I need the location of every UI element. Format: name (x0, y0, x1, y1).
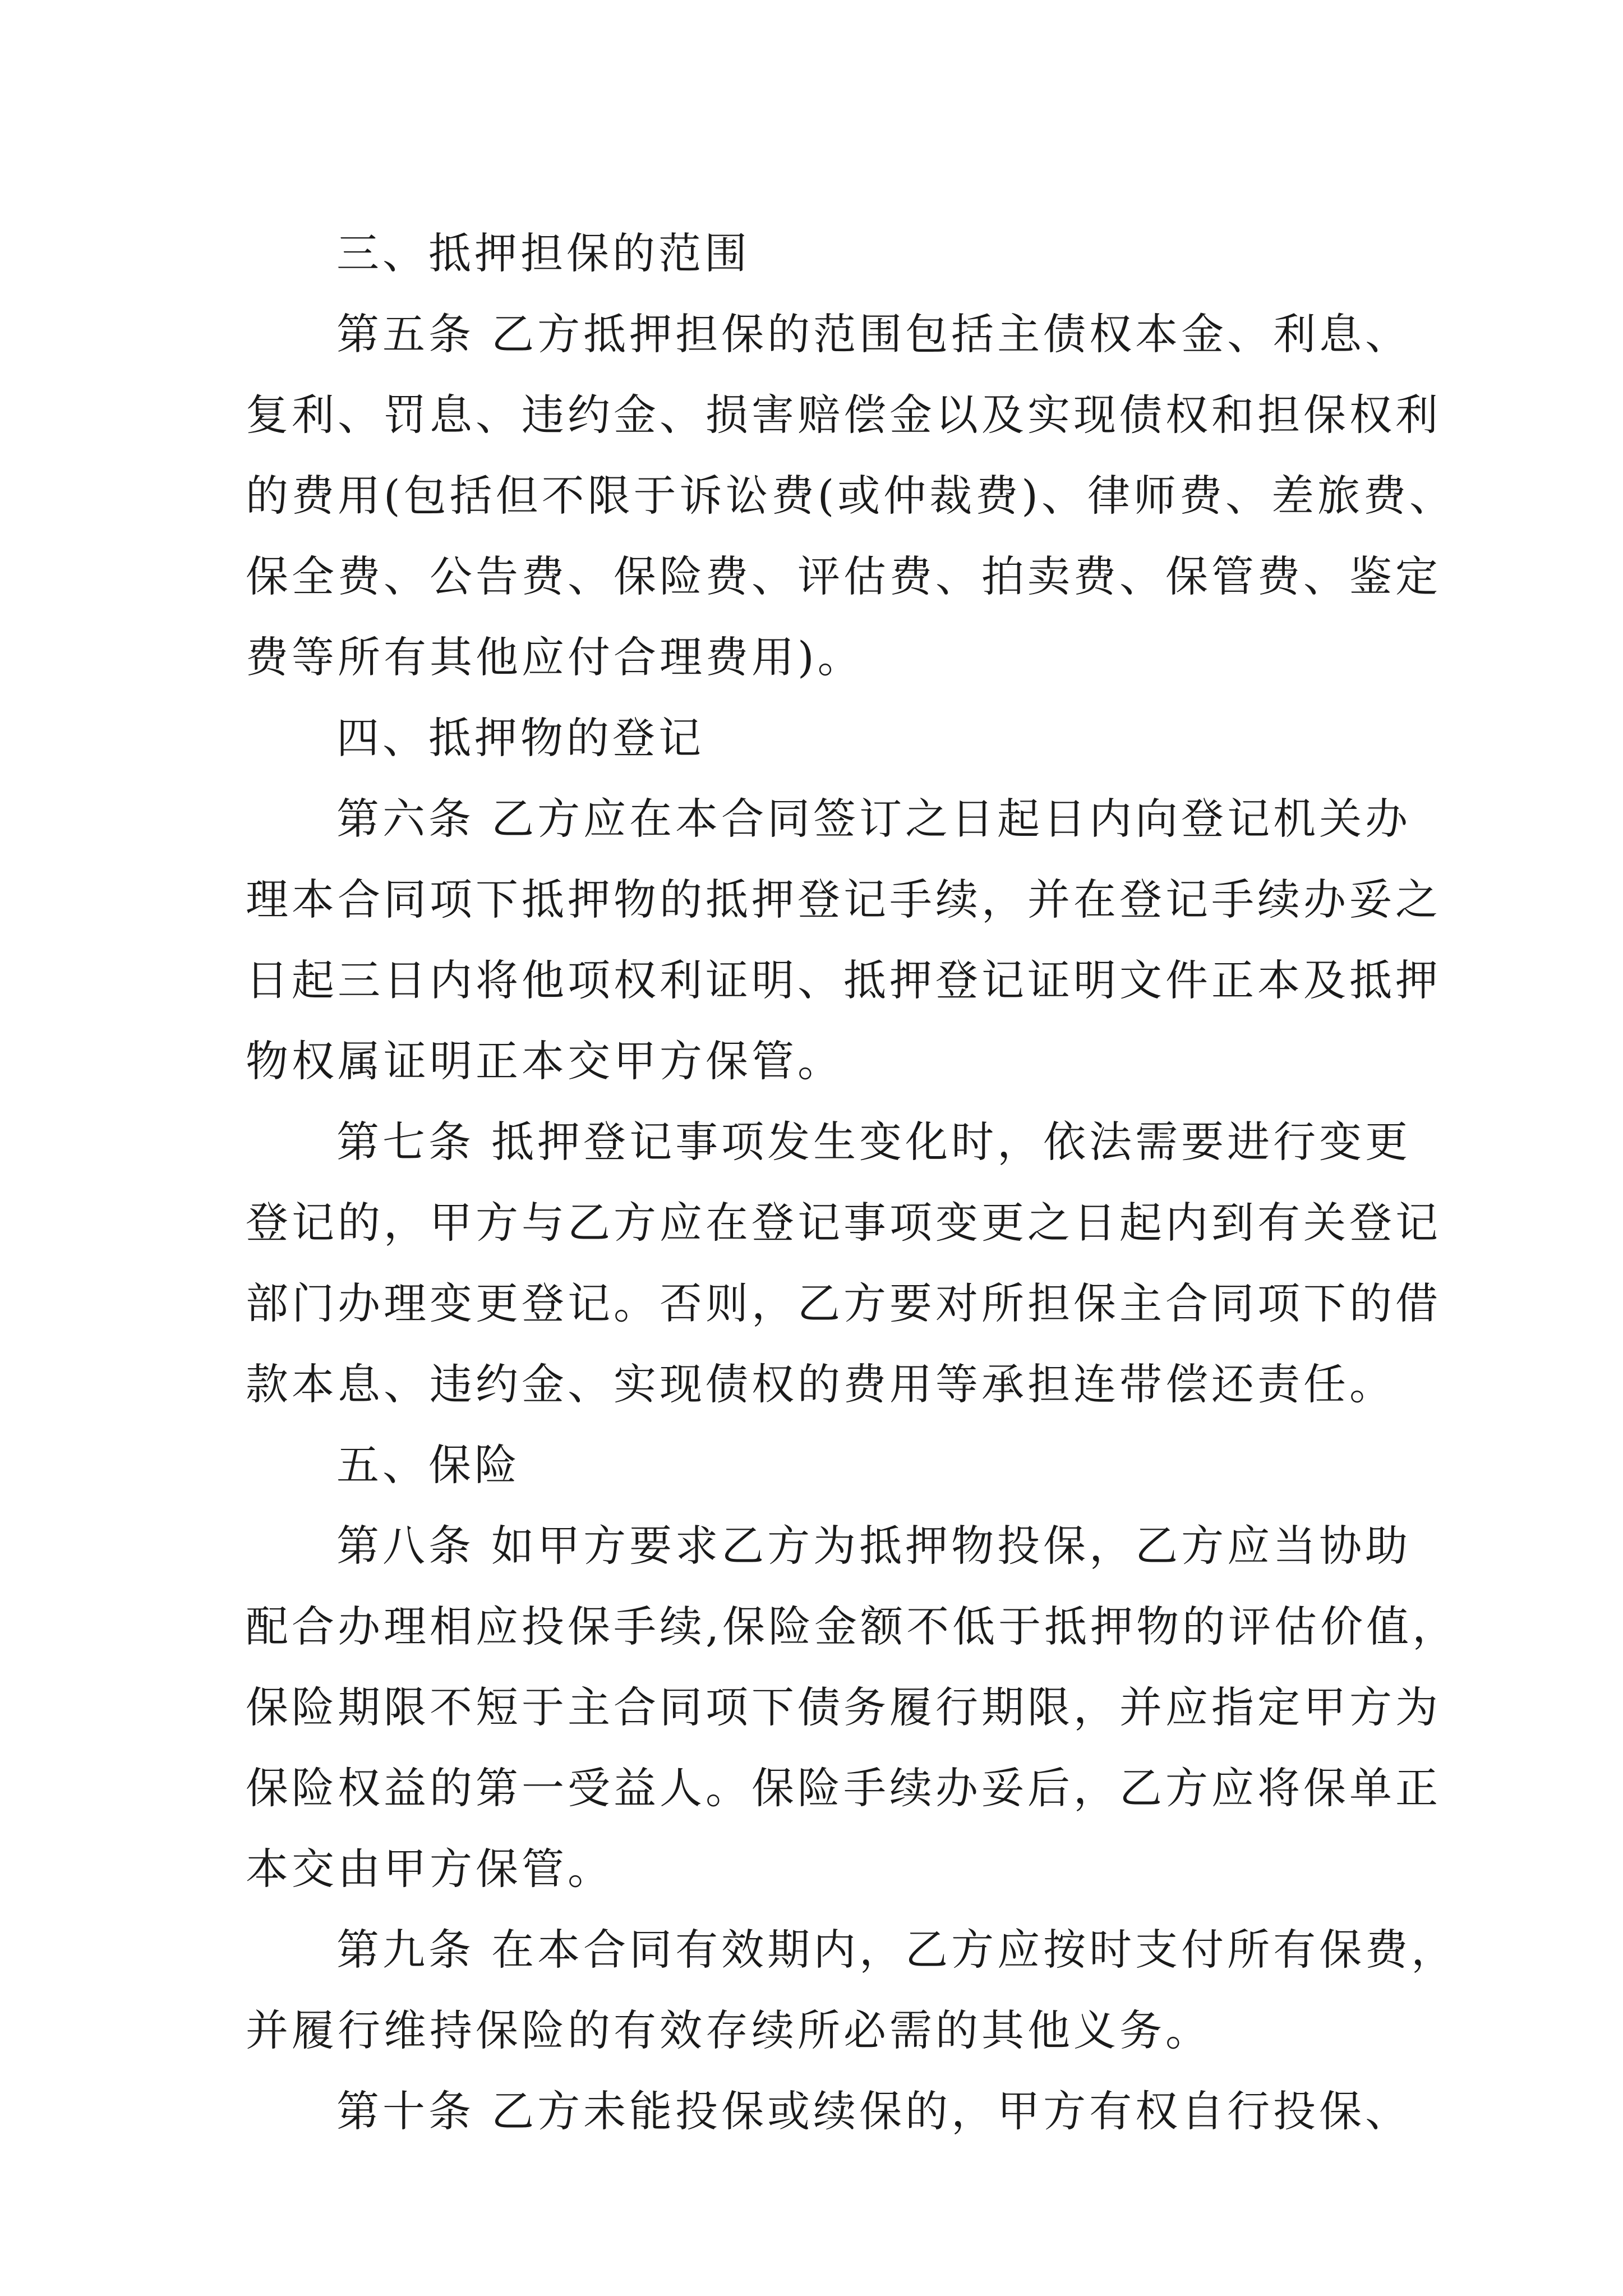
paragraph-line: 登记的，甲方与乙方应在登记事项变更之日起内到有关登记 (246, 1198, 1441, 1248)
paragraph-line: 并履行维持保险的有效存续所必需的其他义务。 (246, 2005, 1211, 2055)
paragraph-line: 理本合同项下抵押物的抵押登记手续，并在登记手续办妥之 (246, 875, 1441, 924)
article-8 (246, 1506, 1459, 1910)
paragraph-line: 的费用(包括但不限于诉讼费(或仲裁费)、律师费、差旅费、 (246, 471, 1455, 521)
article-10 (246, 2071, 1412, 2152)
section-heading: 三、抵押担保的范围 (336, 228, 750, 278)
paragraph-line: 费等所有其他应付合理费用)。 (246, 632, 864, 682)
contract-body (246, 213, 1459, 2152)
paragraph-line: 第五条 乙方抵押担保的范围包括主债权本金、利息、 (336, 309, 1412, 359)
paragraph-line: 第十条 乙方未能投保或续保的，甲方有权自行投保、 (336, 2086, 1412, 2136)
section-heading: 四、抵押物的登记 (336, 713, 704, 763)
article-6 (246, 779, 1441, 1102)
paragraph-line: 第六条 乙方应在本合同签订之日起日内向登记机关办 (336, 794, 1412, 844)
paragraph-line: 本交由甲方保管。 (246, 1844, 614, 1894)
paragraph-line: 款本息、违约金、实现债权的费用等承担连带偿还责任。 (246, 1359, 1395, 1409)
paragraph-line: 保险权益的第一受益人。保险手续办妥后，乙方应将保单正 (246, 1763, 1441, 1813)
paragraph-line: 第八条 如甲方要求乙方为抵押物投保，乙方应当协助 (336, 1521, 1412, 1571)
article-5 (246, 294, 1455, 698)
paragraph-line: 配合办理相应投保手续,保险金额不低于抵押物的评估价值， (246, 1602, 1459, 1651)
paragraph-line: 部门办理变更登记。否则，乙方要对所担保主合同项下的借 (246, 1278, 1441, 1328)
article-9 (246, 1910, 1458, 2071)
paragraph-line: 第九条 在本合同有效期内，乙方应按时支付所有保费， (336, 1925, 1458, 1975)
paragraph-line: 日起三日内将他项权利证明、抵押登记证明文件正本及抵押 (246, 955, 1441, 1005)
paragraph-line: 物权属证明正本交甲方保管。 (246, 1036, 843, 1086)
paragraph-line: 保险期限不短于主合同项下债务履行期限，并应指定甲方为 (246, 1682, 1441, 1732)
section-heading: 五、保险 (336, 1440, 520, 1490)
paragraph-line: 保全费、公告费、保险费、评估费、拍卖费、保管费、鉴定 (246, 551, 1441, 601)
article-7 (246, 1102, 1441, 1425)
paragraph-line: 第七条 抵押登记事项发生变化时，依法需要进行变更 (336, 1117, 1412, 1167)
paragraph-line: 复利、罚息、违约金、损害赔偿金以及实现债权和担保权利 (246, 390, 1441, 440)
